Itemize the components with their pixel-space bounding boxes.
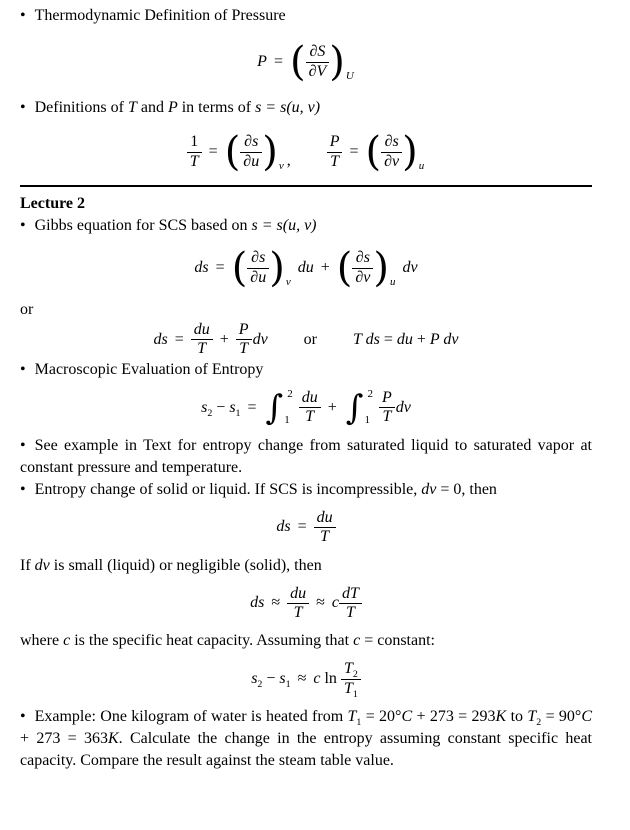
fraction-denominator: T [287, 603, 309, 622]
fraction-numerator: ∂s [251, 249, 266, 267]
bullet-text: Gibbs equation for SCS based on s = s(u, v) [34, 217, 317, 234]
fraction [306, 43, 330, 81]
or-word: or [303, 330, 317, 348]
math-operator: ≈ [297, 670, 307, 688]
paren-subscript: v [285, 276, 291, 289]
bullet-text: Entropy change of solid or liquid. If SCS is incompressible, dv = 0, then [34, 480, 497, 498]
fraction-denominator: T [236, 339, 252, 358]
close-paren: ) [402, 129, 418, 175]
integral-upper-bound: 2 [287, 387, 293, 400]
integral-lower-bound: 1 [284, 413, 290, 426]
integral-upper-bound: 2 [367, 387, 373, 400]
equation-t-p-partial-definitions [20, 129, 592, 175]
fraction-numerator: P [382, 388, 392, 406]
fraction-denominator: T [187, 152, 202, 171]
fraction [314, 509, 336, 547]
fraction [247, 249, 269, 287]
ln-operator: ln [324, 670, 337, 688]
math-expression: $s_2 - s_1$ [251, 670, 291, 691]
fraction-denominator: T [379, 407, 395, 426]
bullet-icon: • [20, 217, 26, 234]
fraction [187, 133, 202, 171]
fraction-denominator: T [191, 339, 213, 358]
section-divider [20, 185, 592, 187]
fraction-numerator: ∂s [355, 249, 370, 267]
fraction-numerator: ∂s [384, 133, 399, 151]
fraction [327, 133, 343, 171]
equation-entropy-approximation [20, 585, 592, 623]
fraction-denominator: T [327, 152, 343, 171]
math-variable: P [257, 52, 267, 70]
fraction [299, 389, 321, 427]
bullet-text: Definitions of T and P in terms of s = s(u, v) [34, 99, 321, 116]
bullet-gibbs-equation [20, 215, 592, 237]
paragraph-text: If dv is small (liquid) or negligible (solid), then [20, 556, 322, 574]
math-operator: ≈ [316, 594, 325, 612]
integral-bounds [365, 385, 374, 431]
equation-entropy-log [20, 660, 592, 698]
bullet-example-water [20, 706, 592, 772]
math-variable: ds [194, 258, 209, 276]
math-variable: dv [252, 330, 268, 348]
bullet-icon: • [20, 99, 26, 116]
fraction-denominator: T [314, 527, 336, 546]
bullet-icon: • [20, 708, 26, 726]
paragraph-specific-heat [20, 630, 592, 652]
math-variable: dv [402, 258, 418, 276]
math-operator: = [215, 258, 225, 276]
close-paren: ) [373, 245, 389, 291]
math-expression: $s_2 - s_1$ [201, 398, 241, 419]
math-operator: + [219, 330, 229, 348]
fraction [352, 249, 373, 287]
paren-subscript: u [418, 160, 425, 173]
bullet-macroscopic-entropy [20, 359, 592, 381]
open-paren: ( [365, 129, 382, 175]
lecture-2-heading: Lecture 2 [20, 195, 86, 212]
fraction-denominator: ∂u [240, 152, 262, 171]
open-paren: ( [336, 245, 353, 291]
fraction-numerator: du [193, 321, 210, 338]
bullet-text: Example: One kilogram of water is heated from $T_1 = 20^\circ C + 273 = 293K$ to $T_2 = 90^\circ C + 273 = 363K$. Calculate the change in the entropy assuming constant specific heat capacity. Compare the result against the steam table value. [20, 708, 593, 770]
fraction-numerator: P [329, 133, 340, 151]
bullet-icon: • [20, 480, 26, 498]
bullet-text: Macroscopic Evaluation of Entropy [34, 360, 264, 378]
equation-pressure-definition [20, 39, 592, 85]
comma: , [286, 151, 291, 169]
fraction-denominator: ∂v [352, 268, 373, 287]
fraction-denominator: ∂v [381, 152, 402, 171]
equation-gibbs-alternate-forms [20, 321, 592, 359]
bullet-icon: • [20, 360, 26, 378]
fraction-numerator: dT [342, 584, 359, 602]
fraction [191, 321, 213, 359]
fraction-denominator: ∂V [306, 62, 330, 81]
paragraph-dv-small [20, 555, 592, 577]
paragraph-text: where c is the specific heat capacity. Assuming that c = constant: [20, 632, 435, 650]
math-expression: T ds = du + P dv [353, 330, 459, 348]
bullet-text: See example in Text for entropy change from saturated liquid to saturated vapor at constant pressure and temperature. [20, 436, 592, 476]
fraction-denominator: T [299, 407, 321, 426]
math-operator: + [320, 258, 330, 276]
bullet-see-example [20, 435, 592, 479]
integral [266, 385, 297, 431]
bullet-icon: • [20, 7, 26, 24]
fraction-numerator: P [238, 321, 249, 338]
math-operator: = [273, 52, 283, 70]
integral-sign: ∫ [345, 387, 364, 428]
fraction [339, 585, 362, 623]
math-variable: du [297, 258, 314, 276]
fraction [341, 660, 361, 698]
equation-gibbs-differential [20, 245, 592, 291]
integral-sign: ∫ [265, 387, 284, 428]
bullet-definitions-t-p [20, 97, 592, 119]
paren-subscript: u [389, 276, 396, 289]
fraction [240, 133, 262, 171]
fraction [236, 321, 252, 359]
fraction-numerator: 1 [190, 133, 199, 151]
close-paren: ) [269, 245, 285, 291]
close-paren: ) [262, 129, 278, 175]
close-paren: ) [329, 39, 345, 85]
math-variable: ds [276, 518, 291, 536]
paren-subscript: U [345, 70, 354, 83]
fraction [379, 389, 395, 427]
fraction-numerator: du [290, 584, 307, 602]
equation-entropy-integral [20, 385, 592, 431]
math-variable: c [313, 670, 321, 688]
bullet-icon: • [20, 436, 26, 454]
open-paren: ( [231, 245, 248, 291]
fraction-numerator: du [316, 508, 333, 526]
fraction-numerator: ∂S [309, 43, 326, 61]
equation-incompressible [20, 509, 592, 547]
integral [346, 385, 377, 431]
math-operator: = [247, 398, 257, 416]
bullet-thermodynamic-pressure [20, 5, 592, 27]
or-connector: or [20, 301, 34, 318]
math-operator: ≈ [271, 594, 281, 612]
fraction-denominator: ∂u [247, 268, 269, 287]
math-variable: ds [250, 594, 265, 612]
bullet-entropy-solid-liquid [20, 479, 592, 501]
open-paren: ( [224, 129, 241, 175]
bullet-text: Thermodynamic Definition of Pressure [34, 7, 286, 24]
fraction-numerator: ∂s [244, 133, 259, 151]
math-operator: = [174, 330, 184, 348]
math-operator: = [349, 142, 359, 160]
fraction-numerator: du [301, 388, 318, 406]
math-operator: = [297, 518, 307, 536]
math-variable: dv [395, 398, 411, 416]
integral-lower-bound: 1 [364, 413, 370, 426]
fraction [287, 585, 309, 623]
integral-bounds [284, 385, 293, 431]
fraction-denominator: T [339, 603, 362, 622]
open-paren: ( [289, 39, 306, 85]
fraction-numerator: $T_2$ [343, 660, 358, 681]
math-variable: c [331, 594, 339, 612]
math-variable: ds [153, 330, 168, 348]
math-operator: = [208, 142, 218, 160]
fraction-denominator: $T_1$ [341, 679, 361, 698]
paren-subscript: v [278, 160, 284, 173]
fraction [381, 133, 402, 171]
math-operator: + [327, 398, 337, 416]
